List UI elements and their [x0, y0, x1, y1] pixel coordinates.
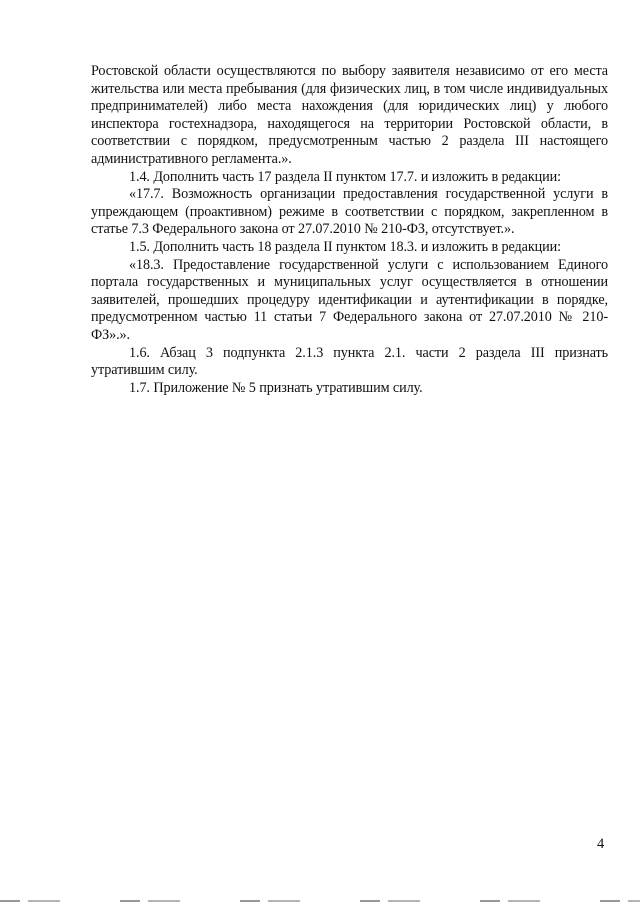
- body-text: [91, 63, 608, 397]
- scan-edge-artifact: [0, 900, 640, 902]
- paragraph-1-6: 1.6. Абзац 3 подпункта 2.1.3 пункта 2.1. части 2 раздела III признать утратившим силу.: [91, 344, 608, 379]
- paragraph-continuation: Ростовской области осуществляются по выбору заявителя независимо от его места жительства или места пребывания (для физических лиц, в том числе индивидуальных предпринимателей) либо места нахождения (для юридических лиц) у любого инспектора гостехнадзора, находящегося на территории Ростовской области, в соответствии с порядком, предусмотренным частью 2 раздела III настоящего административного регламента.».: [91, 63, 608, 167]
- paragraph-1-5: 1.5. Дополнить часть 18 раздела II пунктом 18.3. и изложить в редакции:: [129, 238, 561, 255]
- paragraph-1-4: 1.4. Дополнить часть 17 раздела II пунктом 17.7. и изложить в редакции:: [129, 168, 561, 185]
- paragraph-18-3: «18.3. Предоставление государственной услуги с использованием Единого портала государственных и муниципальных услуг осуществляется в отношении заявителей, прошедших процедуру идентификации и аутентификации в порядке, предусмотренном частью 11 статьи 7 Федерального закона от 27.07.2010 № 210-ФЗ».».: [91, 256, 608, 343]
- paragraph-17-7: «17.7. Возможность организации предоставления государственной услуги в упреждающем (проактивном) режиме в соответствии с порядком, закрепленном в статье 7.3 Федерального закона от 27.07.2010 № 210-ФЗ, отсутствует.».: [91, 186, 608, 238]
- paragraph-1-7: 1.7. Приложение № 5 признать утратившим силу.: [129, 379, 423, 396]
- page-number: 4: [597, 836, 605, 852]
